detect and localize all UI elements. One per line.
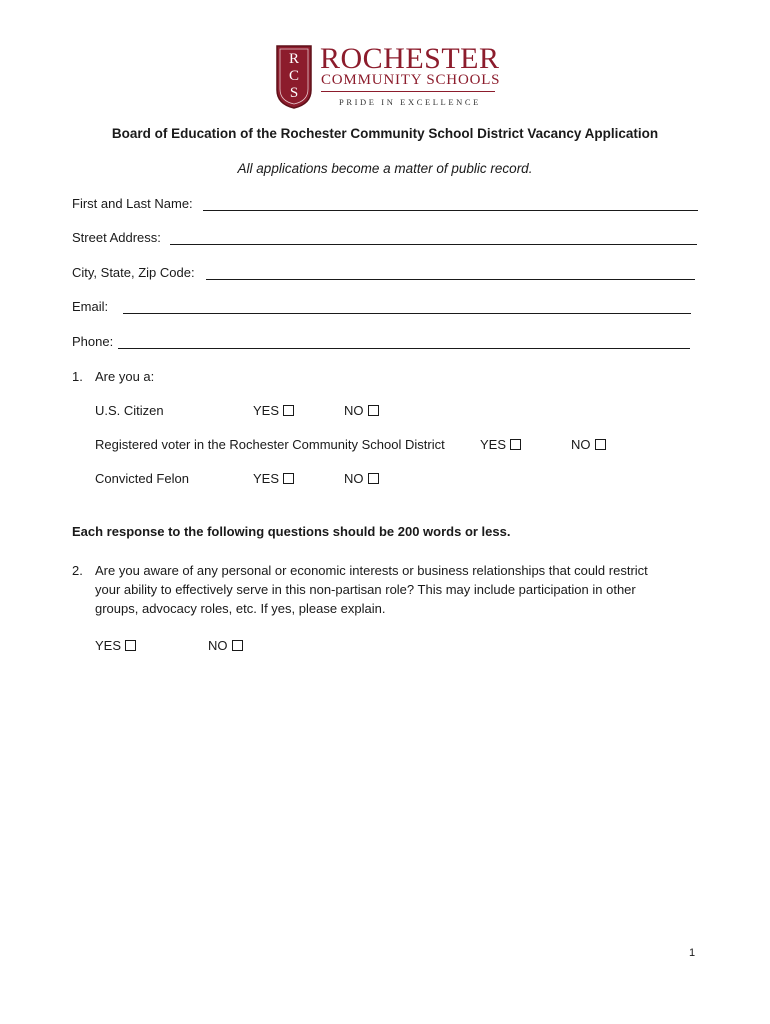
voter-yes-label: YES — [480, 437, 507, 452]
citizen-yes-label: YES — [253, 403, 280, 418]
felon-no-label: NO — [344, 471, 364, 486]
page-number: 1 — [689, 947, 696, 959]
felon-yes-option[interactable] — [253, 471, 294, 487]
citizen-yes-option[interactable] — [253, 403, 294, 419]
document-subtitle: All applications become a matter of public record. — [237, 161, 533, 176]
voter-no-option[interactable] — [571, 437, 606, 453]
logo-divider — [321, 91, 495, 92]
citizen-yes-checkbox[interactable] — [283, 405, 294, 416]
q2-number: 2. — [72, 563, 83, 578]
city-label: City, State, Zip Code: — [72, 265, 195, 280]
q2-text-line-1: Are you aware of any personal or economic interests or business relationships that could restrict — [95, 563, 648, 578]
logo-tagline: PRIDE IN EXCELLENCE — [339, 97, 481, 107]
voter-yes-checkbox[interactable] — [510, 439, 521, 450]
shield-logo-icon — [275, 44, 313, 110]
q2-text-line-2: your ability to effectively serve in this non-partisan role? This may include participation in other — [95, 582, 636, 597]
voter-no-checkbox[interactable] — [595, 439, 606, 450]
shield-letter-c: C — [288, 68, 300, 84]
q2-yes-checkbox[interactable] — [125, 640, 136, 651]
citizen-no-checkbox[interactable] — [368, 405, 379, 416]
felon-no-option[interactable] — [344, 471, 379, 487]
q2-yes-label: YES — [95, 638, 122, 653]
phone-label: Phone: — [72, 334, 114, 349]
felon-no-checkbox[interactable] — [368, 473, 379, 484]
citizen-no-label: NO — [344, 403, 364, 418]
logo-subname: COMMUNITY SCHOOLS — [321, 72, 501, 88]
name-field[interactable] — [203, 210, 698, 211]
city-state-zip-field[interactable] — [206, 279, 695, 280]
address-label: Street Address: — [72, 230, 161, 245]
q1-text: Are you a: — [95, 369, 155, 384]
q2-no-label: NO — [208, 638, 228, 653]
felon-label: Convicted Felon — [95, 471, 189, 486]
instruction-text: Each response to the following questions should be 200 words or less. — [72, 524, 511, 539]
q2-text-line-3: groups, advocacy roles, etc. If yes, please explain. — [95, 601, 386, 616]
voter-no-label: NO — [571, 437, 591, 452]
felon-yes-label: YES — [253, 471, 280, 486]
email-label: Email: — [72, 299, 109, 314]
address-field[interactable] — [170, 244, 697, 245]
q1-number: 1. — [72, 369, 83, 384]
shield-letter-s: S — [289, 85, 299, 101]
name-label: First and Last Name: — [72, 196, 193, 211]
voter-label: Registered voter in the Rochester Community School District — [95, 437, 445, 452]
citizen-label: U.S. Citizen — [95, 403, 164, 418]
email-field[interactable] — [123, 313, 691, 314]
shield-letter-r: R — [288, 51, 300, 67]
logo-name: ROCHESTER — [320, 42, 500, 75]
citizen-no-option[interactable] — [344, 403, 379, 419]
q2-no-option[interactable] — [208, 638, 243, 654]
q2-yes-option[interactable] — [95, 638, 136, 654]
document-title: Board of Education of the Rochester Community School District Vacancy Application — [111, 126, 659, 141]
felon-yes-checkbox[interactable] — [283, 473, 294, 484]
phone-field[interactable] — [118, 348, 690, 349]
q2-no-checkbox[interactable] — [232, 640, 243, 651]
voter-yes-option[interactable] — [480, 437, 521, 453]
